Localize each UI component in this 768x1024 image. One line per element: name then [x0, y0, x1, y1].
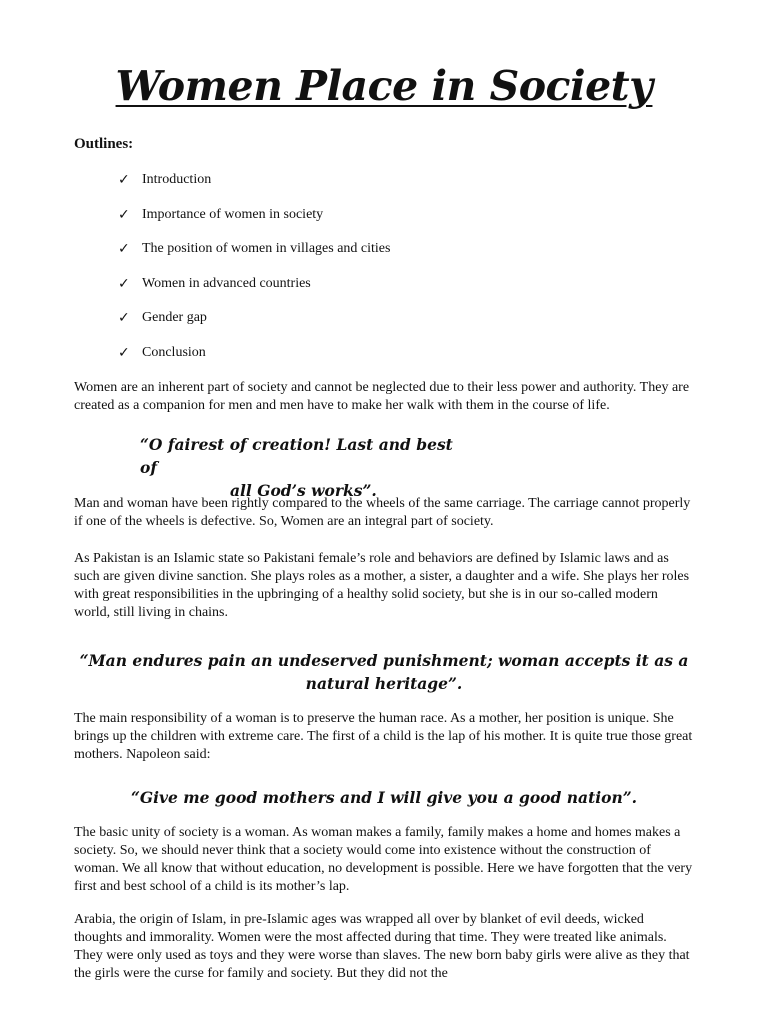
checkmark-icon: ✓ [118, 310, 130, 327]
list-item [118, 310, 390, 345]
paragraph-pakistan: As Pakistan is an Islamic state so Pakistani female’s role and behaviors are defined by Islamic laws and as such are given divine sanction. She plays roles as a mother, a sister, a daughter and a wife. She plays her roles with great responsibilities in the upbringing of a healthy solid society, but she is in our so-called modern world, still living in chains. [74, 551, 690, 620]
list-item [118, 172, 390, 207]
page-title: Women Place in Society [115, 62, 653, 110]
paragraph-wheels: Man and woman have been rightly compared to the wheels of the same carriage. The carriage cannot properly if one of the wheels is defective. So, Women are an integral part of society. [74, 496, 691, 529]
outline-item-label: Importance of women in society [142, 206, 324, 222]
checkmark-icon: ✓ [118, 344, 130, 361]
outline-item-label: Gender gap [142, 310, 207, 326]
checkmark-icon: ✓ [118, 275, 130, 292]
list-item [118, 345, 390, 380]
outline-item-label: The position of women in villages and cities [142, 241, 391, 257]
quote-line: “O fairest of creation! Last and best of [140, 435, 453, 477]
outline-item-label: Conclusion [142, 344, 206, 360]
checkmark-icon: ✓ [118, 172, 130, 188]
list-item [118, 276, 390, 311]
list-item [118, 207, 390, 242]
list-item [118, 241, 390, 276]
quote-punishment: “Man endures pain an undeserved punishment; woman accepts it as a natural heritage”. [79, 651, 689, 693]
outlines-heading: Outlines: [74, 136, 134, 152]
paragraph-arabia: Arabia, the origin of Islam, in pre-Islamic ages was wrapped all over by blanket of evil deeds, wicked thoughts and immorality. Women were the most affected during that time. They were treated like animals. They were only used as toys and they were worse than slaves. The new born baby girls were alive as they that the girls were the curse for family and society. But they did not the [74, 912, 690, 981]
outline-item-label: Introduction [142, 172, 212, 187]
quote-napoleon: “Give me good mothers and I will give you a good nation”. [130, 788, 638, 807]
paragraph-intro: Women are an inherent part of society and cannot be neglected due to their less power and authority. They are created as a companion for men and men have to make her walk with them in the course of life. [74, 380, 690, 413]
paragraph-unity: The basic unity of society is a woman. As woman makes a family, family makes a home and homes makes a society. So, we should never think that a society would come into existence without the construction of woman. We all know that without education, no development is possible. Here we have forgotten that the very first and best school of a child is its mother’s lap. [74, 825, 693, 894]
paragraph-responsibility: The main responsibility of a woman is to preserve the human race. As a mother, her position is unique. She brings up the children with extreme care. The first of a child is the lap of his mother. It is quite true those great mothers. Napoleon said: [74, 711, 693, 762]
outline-item-label: Women in advanced countries [142, 275, 311, 291]
quote-milton [140, 433, 470, 502]
checkmark-icon: ✓ [118, 206, 130, 223]
quote-line: all God’s works”. [230, 481, 377, 500]
checkmark-icon: ✓ [118, 241, 130, 258]
outline-list [118, 172, 390, 380]
